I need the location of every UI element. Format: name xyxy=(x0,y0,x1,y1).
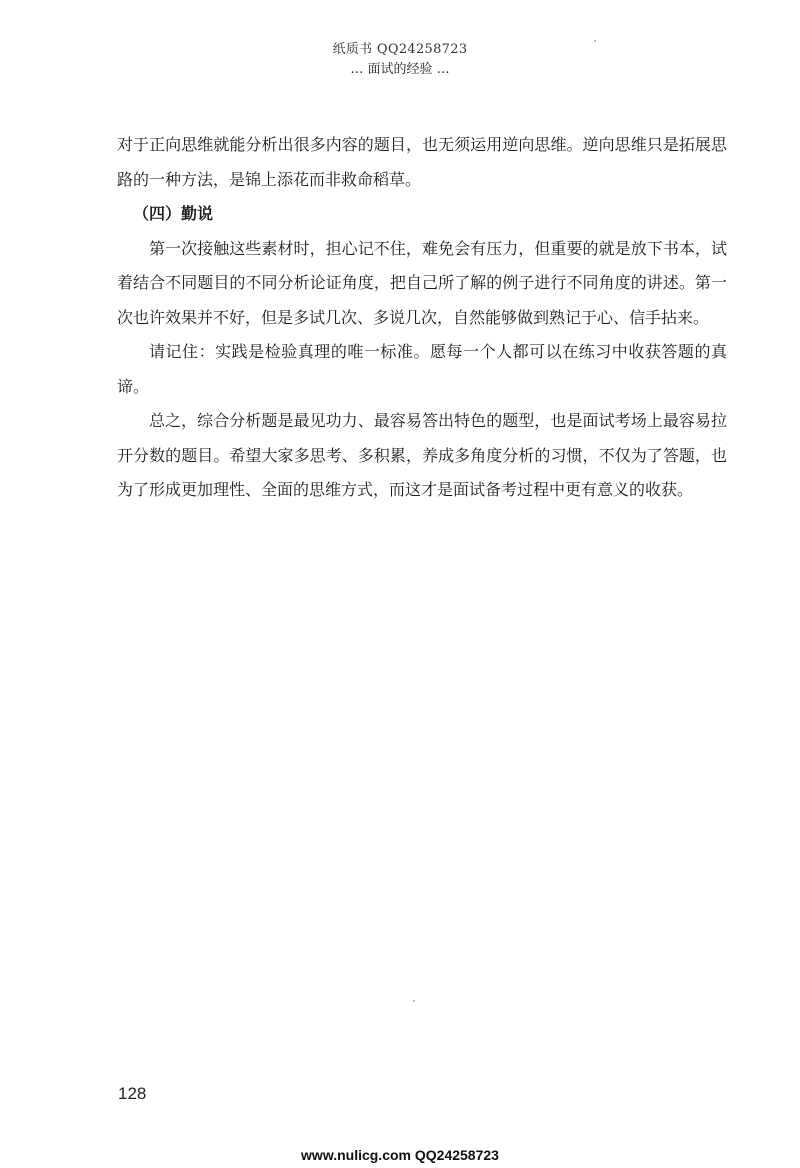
page-number: 128 xyxy=(118,1084,147,1103)
body-paragraph: 对于正向思维就能分析出很多内容的题目，也无须运用逆向思维。逆向思维只是拓展思路的一种方法，是锦上添花而非救命稻草。 xyxy=(117,135,727,189)
scan-speck xyxy=(594,40,596,42)
header-watermark-line: 纸质书 QQ24258723 xyxy=(332,42,468,57)
body-paragraph: 总之，综合分析题是最见功力、最容易答出特色的题型，也是面试考场上最容易拉开分数的题目。希望大家多思考、多积累，养成多角度分析的习惯，不仅为了答题，也为了形成更加理性、全面的思维方式，而这才是面试备考过程中更有意义的收获。 xyxy=(117,411,727,499)
running-chapter-title: … 面试的经验 … xyxy=(350,62,450,77)
footer-watermark: www.nulicg.com QQ24258723 xyxy=(301,1147,499,1163)
scan-speck xyxy=(413,1000,415,1002)
page-body xyxy=(117,128,727,508)
section-heading: （四）勤说 xyxy=(133,204,214,223)
body-paragraph: 请记住：实践是检验真理的唯一标准。愿每一个人都可以在练习中收获答题的真谛。 xyxy=(117,342,727,396)
body-paragraph: 第一次接触这些素材时，担心记不住，难免会有压力，但重要的就是放下书本，试着结合不同题目的不同分析论证角度，把自己所了解的例子进行不同角度的讲述。第一次也许效果并不好，但是多试几次、多说几次，自然能够做到熟记于心、信手拈来。 xyxy=(117,238,727,327)
